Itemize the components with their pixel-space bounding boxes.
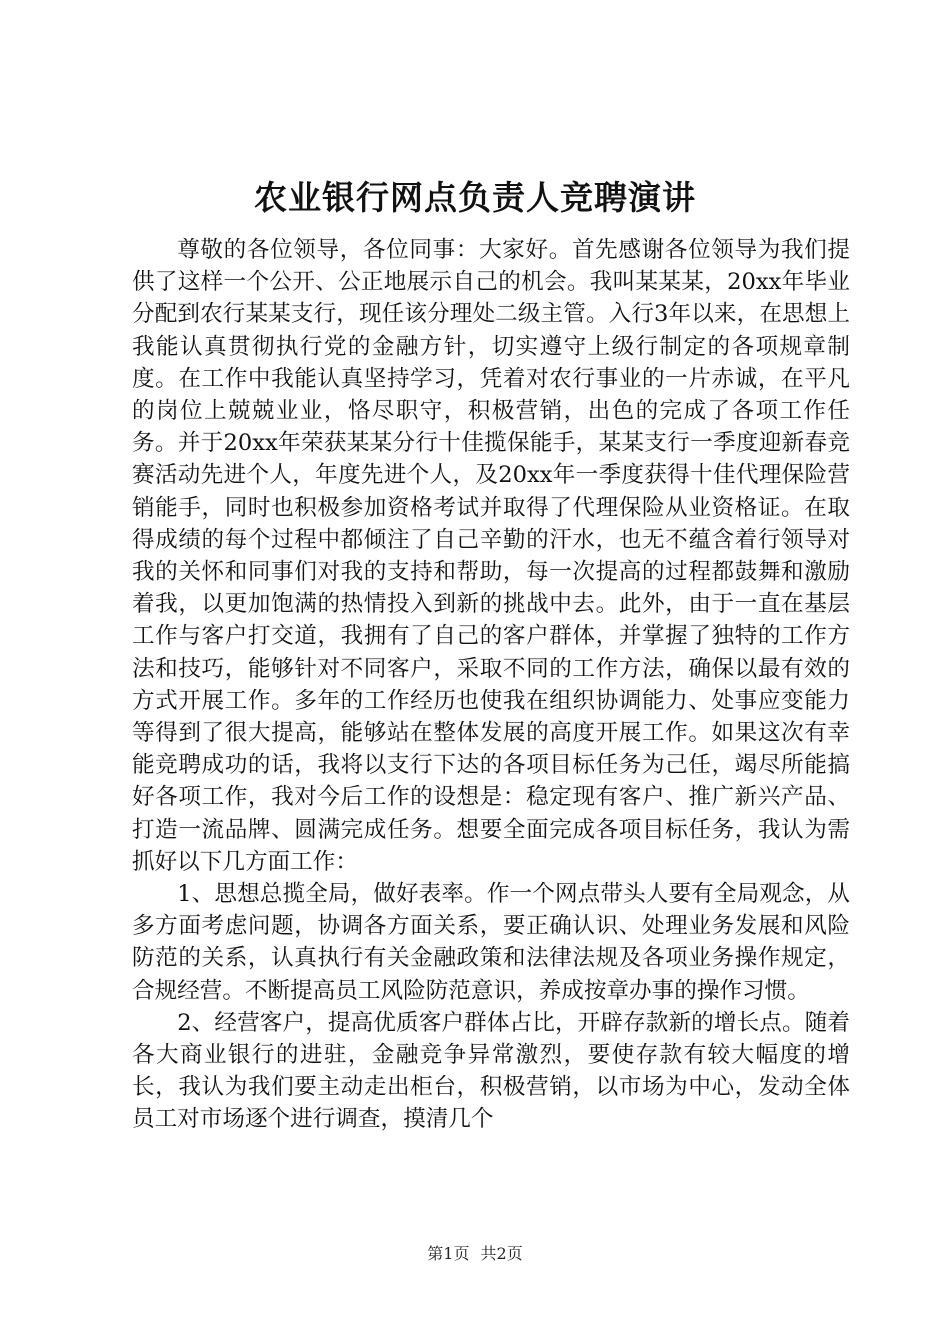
page-number: 第1页 — [427, 1244, 470, 1263]
paragraph-intro: 尊敬的各位领导，各位同事：大家好。首先感谢各位领导为我们提供了这样一个公开、公正地展示自己的机会。我叫某某某，20xx年毕业分配到农行某某支行，现任该分理处二级主管。入行3年以来，在思想上我能认真贯彻执行党的金融方针，切实遵守上级行制定的各项规章制度。在工作中我能认真坚持学习，凭着对农行事业的一片赤诚，在平凡的岗位上兢兢业业，恪尽职守，积极营销，出色的完成了各项工作任务。并于20xx年荣获某某分行十佳揽保能手，某某支行一季度迎新春竞赛活动先进个人，年度先进个人，及20xx年一季度获得十佳代理保险营销能手，同时也积极参加资格考试并取得了代理保险从业资格证。在取得成绩的每个过程中都倾注了自己辛勤的汗水，也无不蕴含着行领导对我的关怀和同事们对我的支持和帮助，每一次提高的过程都鼓舞和激励着我，以更加饱满的热情投入到新的挑战中去。此外，由于一直在基层工作与客户打交道，我拥有了自己的客户群体，并掌握了独特的工作方法和技巧，能够针对不同客户，采取不同的工作方法，确保以最有效的方式开展工作。多年的工作经历也使我在组织协调能力、处事应变能力等得到了很大提高，能够站在整体发展的高度开展工作。如果这次有幸能竞聘成功的话，我将以支行下达的各项目标任务为己任，竭尽所能搞好各项工作，我对今后工作的设想是：稳定现有客户、推广新兴产品、打造一流品牌、圆满完成任务。想要全面完成各项目标任务，我认为需抓好以下几方面工作： — [132, 237, 850, 875]
document-body — [132, 234, 850, 1136]
paragraph-point-1: 1、思想总揽全局，做好表率。作一个网点带头人要有全局观念，从多方面考虑问题，协调各方面关系，要正确认识、处理业务发展和风险防范的关系，认真执行有关金融政策和法律法规及各项业务操作规定，合规经营。不断提高员工风险防范意识，养成按章办事的操作习惯。 — [132, 881, 850, 1004]
page-count: 共2页 — [480, 1244, 523, 1263]
document-title: 农业银行网点负责人竞聘演讲 — [254, 178, 696, 217]
page-footer — [0, 1244, 950, 1264]
paragraph-point-2: 2、经营客户，提高优质客户群体占比，开辟存款新的增长点。随着各大商业银行的进驻，金融竞争异常激烈，要使存款有较大幅度的增长，我认为我们要主动走出柜台，积极营销，以市场为中心，发动全体员工对市场逐个进行调查，摸清几个 — [132, 1009, 850, 1133]
